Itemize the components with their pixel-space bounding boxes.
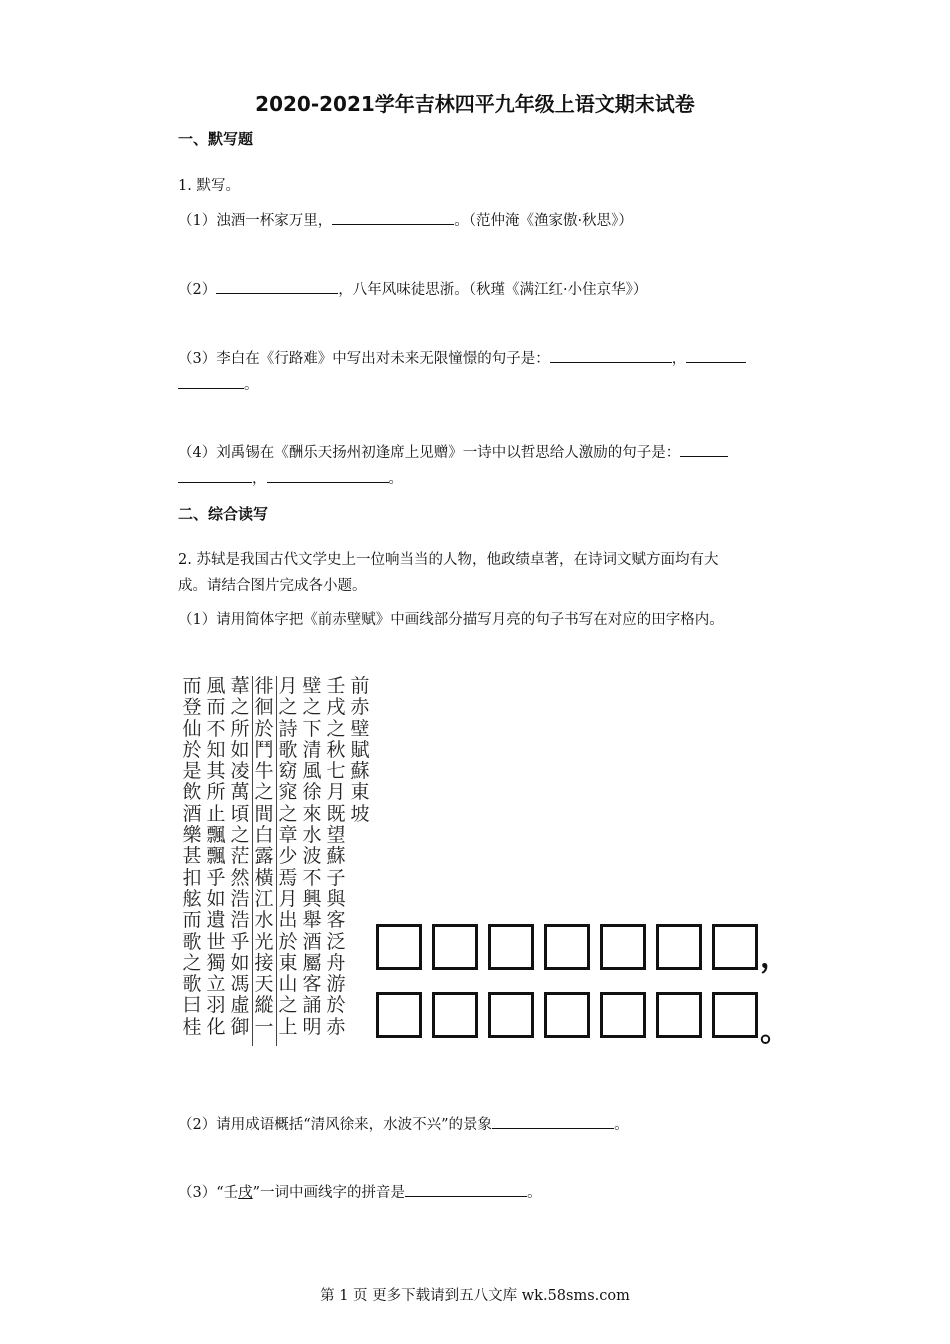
section-heading-reading-writing: 二、综合读写 bbox=[178, 505, 269, 523]
grid-box[interactable] bbox=[712, 924, 758, 970]
calligraphy-column: 前赤壁賦蘇東坡 bbox=[350, 675, 370, 825]
grid-period: 。 bbox=[760, 1014, 790, 1049]
answer-blank[interactable] bbox=[405, 1182, 527, 1197]
answer-blank[interactable] bbox=[178, 374, 244, 389]
grid-box[interactable] bbox=[432, 992, 478, 1038]
section-heading-dictation: 一、默写题 bbox=[178, 130, 254, 148]
grid-comma: ， bbox=[760, 940, 790, 975]
answer-grid-row-2 bbox=[376, 992, 790, 1049]
calligraphy-column: 而登仙於是飲酒樂甚扣舷而歌之歌曰桂 bbox=[182, 675, 202, 1038]
grid-box[interactable] bbox=[376, 992, 422, 1038]
page-footer: 第 1 页 更多下载请到五八文库 wk.58sms.com bbox=[320, 1288, 630, 1304]
question-1-item-3-continued: 。 bbox=[178, 374, 259, 395]
answer-blank[interactable] bbox=[686, 348, 746, 363]
answer-blank[interactable] bbox=[332, 210, 454, 225]
grid-box[interactable] bbox=[544, 924, 590, 970]
grid-box[interactable] bbox=[488, 924, 534, 970]
underlined-character: 戌 bbox=[238, 1185, 253, 1201]
underline-mark bbox=[252, 676, 253, 1046]
question-2-sub-2: （2）请用成语概括“清风徐来，水波不兴”的景象 。 bbox=[178, 1114, 629, 1135]
question-2-sub-1: （1）请用简体字把《前赤壁赋》中画线部分描写月亮的句子书写在对应的田字格内。 bbox=[178, 612, 724, 628]
grid-box[interactable] bbox=[656, 992, 702, 1038]
answer-blank[interactable] bbox=[680, 442, 728, 457]
calligraphy-column: 風而不知其所止飄飄乎如遺世獨立羽化 bbox=[206, 675, 226, 1038]
grid-box[interactable] bbox=[600, 924, 646, 970]
answer-grid-row-1 bbox=[376, 924, 790, 975]
question-1-stem: 1. 默写。 bbox=[178, 178, 240, 194]
answer-blank[interactable] bbox=[267, 468, 389, 483]
grid-box[interactable] bbox=[544, 992, 590, 1038]
question-1-item-1: （1）浊酒一杯家万里， 。（范仲淹《渔家傲·秋思》） bbox=[178, 210, 633, 231]
grid-box[interactable] bbox=[376, 924, 422, 970]
answer-blank[interactable] bbox=[178, 468, 252, 483]
calligraphy-column: 徘徊於鬥牛之間白露橫江水光接天縱一 bbox=[254, 675, 274, 1038]
question-1-item-4-continued: ， 。 bbox=[178, 468, 403, 489]
calligraphy-column: 壁之下清風徐來水波不興舉酒屬客誦明 bbox=[302, 675, 322, 1038]
question-1-item-2: （2） ，八年风味徒思浙。（秋瑾《满江红·小住京华》） bbox=[178, 279, 647, 300]
grid-box[interactable] bbox=[432, 924, 478, 970]
calligraphy-column: 壬戌之秋七月既望蘇子與客泛舟游於赤 bbox=[326, 675, 346, 1038]
question-1-item-4: （4）刘禹锡在《酬乐天扬州初逢席上见赠》一诗中以哲思给人激励的句子是： bbox=[178, 442, 728, 463]
question-1-item-3: （3）李白在《行路难》中写出对未来无限憧憬的句子是： ， bbox=[178, 348, 746, 369]
question-2-stem-line-2: 成。请结合图片完成各小题。 bbox=[178, 578, 367, 594]
grid-box[interactable] bbox=[488, 992, 534, 1038]
calligraphy-image bbox=[182, 676, 372, 1066]
grid-box[interactable] bbox=[656, 924, 702, 970]
page-title: 2020-2021学年吉林四平九年级上语文期末试卷 bbox=[255, 92, 695, 116]
calligraphy-column: 葦之所如凌萬頃之茫然浩浩乎如馮虛御 bbox=[230, 675, 250, 1038]
calligraphy-column: 月之詩歌窈窕之章少焉月出於東山之上 bbox=[278, 675, 298, 1038]
underline-mark bbox=[276, 676, 277, 1046]
grid-box[interactable] bbox=[712, 992, 758, 1038]
grid-box[interactable] bbox=[600, 992, 646, 1038]
question-2-stem-line-1: 2. 苏轼是我国古代文学史上一位响当当的人物，他政绩卓著，在诗词文赋方面均有大 bbox=[178, 552, 719, 568]
question-2-sub-3: （3）“壬戌”一词中画线字的拼音是 。 bbox=[178, 1182, 542, 1203]
answer-blank[interactable] bbox=[216, 279, 338, 294]
answer-blank[interactable] bbox=[492, 1114, 614, 1129]
answer-blank[interactable] bbox=[550, 348, 672, 363]
